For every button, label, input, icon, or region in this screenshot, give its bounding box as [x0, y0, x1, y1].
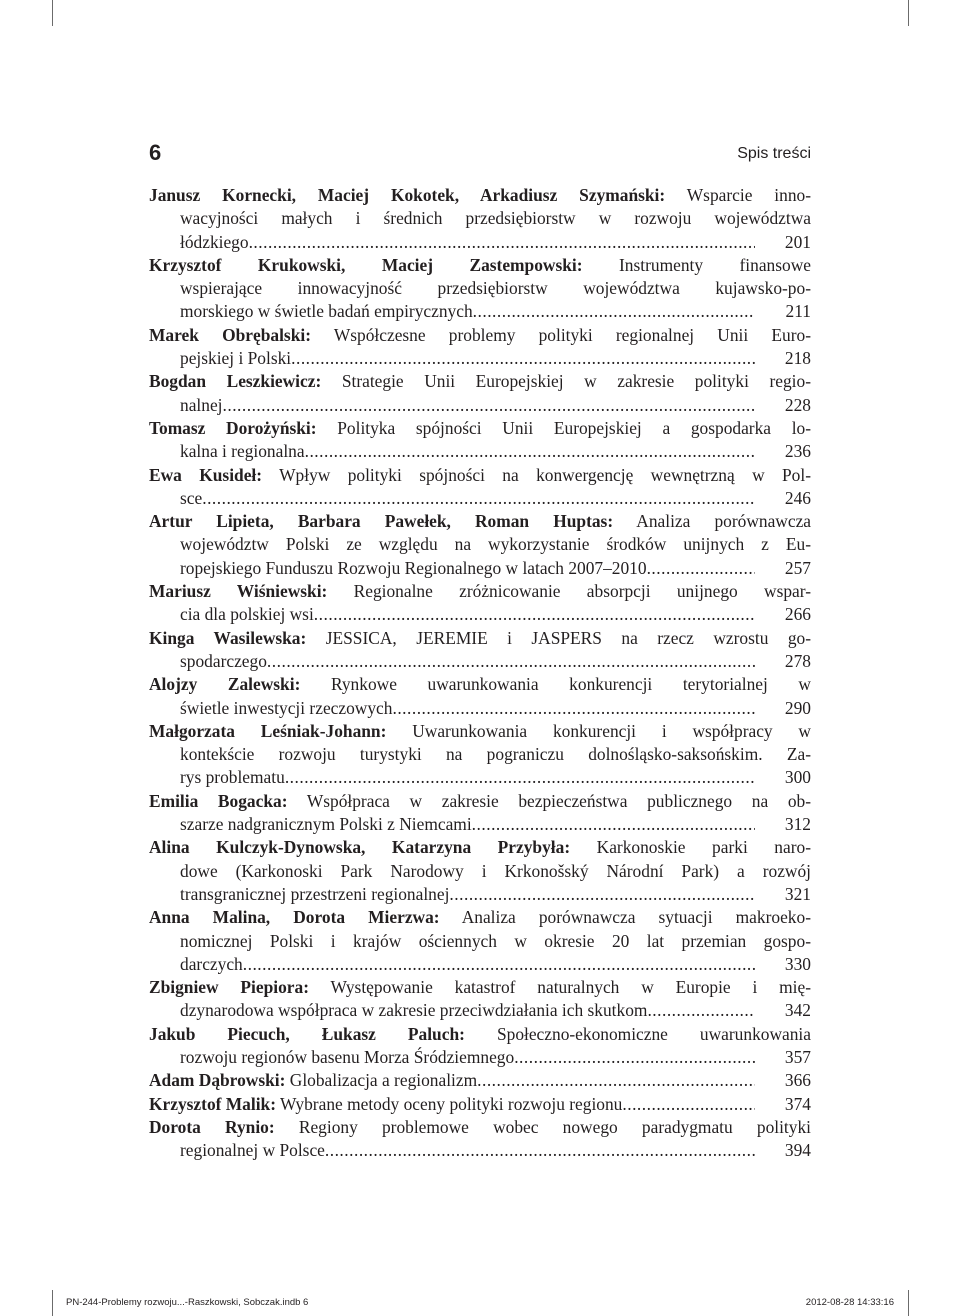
toc-entry-author: Kinga Wasilewska:	[149, 627, 307, 648]
toc-entry-author: Zbigniew Piepiora:	[149, 977, 309, 998]
toc-entry-page: 374	[784, 1093, 811, 1114]
toc-entry-text: Anna Malina, Dorota Mierzwa: Analiza porównawcza sytuacji makroeko-	[149, 907, 811, 928]
toc-entry[interactable]	[149, 720, 811, 790]
toc-entry-line	[149, 510, 811, 533]
toc-entry-text: Alojzy Zalewski: Rynkowe uwarunkowania konkurencji terytorialnej w	[149, 674, 811, 695]
toc-entry[interactable]	[149, 580, 811, 627]
toc-entry[interactable]	[149, 370, 811, 417]
toc-entry[interactable]	[149, 417, 811, 464]
toc-entry-text: Artur Lipieta, Barbara Pawełek, Roman Huptas: Analiza porównawcza	[149, 511, 812, 532]
toc-entry-page: 257	[784, 557, 811, 578]
toc-entry-text: wspierające innowacyjność przedsiębiorstw województwa kujawsko-po-	[180, 278, 811, 299]
toc-entry-author: Małgorzata Leśniak-Johann:	[149, 720, 387, 741]
toc-entry-line	[149, 697, 811, 720]
toc-entry-text: kalna i regionalna	[180, 441, 305, 462]
toc-entry-line	[149, 370, 811, 393]
toc-entry-text: Dorota Rynio: Regiony problemowe wobec nowego paradygmatu polityki	[149, 1116, 811, 1137]
toc-leader-dots	[392, 697, 755, 720]
toc-entry-line	[149, 300, 811, 323]
toc-entry-line	[149, 1139, 811, 1162]
toc-entry-text: dowe (Karkonoski Park Narodowy i Krkonošský Národní Park) a rozwój	[180, 860, 811, 881]
toc-entry[interactable]	[149, 464, 811, 511]
toc-entry-line	[149, 417, 811, 440]
toc-leader-dots	[477, 1069, 755, 1092]
toc-entry-line	[149, 627, 811, 650]
toc-entry[interactable]	[149, 254, 811, 324]
toc-entry[interactable]	[149, 906, 811, 976]
toc-entry[interactable]	[149, 627, 811, 674]
toc-entry-text: Alina Kulczyk-Dynowska, Katarzyna Przybyła: Karkonoskie parki naro-	[149, 837, 811, 858]
toc-entry-text: Marek Obrębalski: Współczesne problemy polityki regionalnej Unii Euro-	[149, 324, 811, 345]
toc-entry-author: Krzysztof Krukowski, Maciej Zastempowski:	[149, 254, 583, 275]
toc-entry-line	[149, 1069, 811, 1092]
toc-entry-line	[149, 277, 811, 300]
toc-entry-author: Tomasz Dorożyński:	[149, 417, 317, 438]
toc-leader-dots	[647, 557, 755, 580]
toc-entry-line	[149, 1046, 811, 1069]
toc-entry-text: województw Polski ze względu na wykorzystanie środków unijnych z Eu-	[180, 534, 811, 555]
toc-entry-line	[149, 347, 811, 370]
toc-entry-line	[149, 860, 811, 883]
toc-entry-text: Adam Dąbrowski: Globalizacja a regionalizm	[149, 1070, 478, 1091]
toc-entry-page: 236	[784, 441, 811, 462]
toc-entry-page: 211	[785, 301, 811, 322]
toc-entry-line	[149, 766, 811, 789]
toc-entry-text: Zbigniew Piepiora: Występowanie katastrof naturalnych w Europie i mię-	[149, 977, 811, 998]
toc-entry-text: rys problematu	[180, 767, 285, 788]
toc-leader-dots	[473, 300, 755, 323]
crop-mark	[908, 1290, 909, 1316]
toc-entry-line	[149, 650, 811, 673]
toc-entry-author: Ewa Kusideł:	[149, 464, 263, 485]
crop-mark	[52, 0, 53, 26]
toc-entry[interactable]	[149, 790, 811, 837]
toc-entry-line	[149, 231, 811, 254]
toc-entry-line	[149, 533, 811, 556]
toc-entry-line	[149, 1023, 811, 1046]
toc-entry-page: 278	[784, 650, 811, 671]
toc-entry-text: Janusz Kornecki, Maciej Kokotek, Arkadiusz Szymański: Wsparcie inno-	[149, 185, 812, 205]
toc-leader-dots	[267, 650, 755, 673]
toc-entry-author: Dorota Rynio:	[149, 1116, 275, 1137]
toc-entry[interactable]	[149, 324, 811, 371]
toc-entry-line	[149, 999, 811, 1022]
toc-leader-dots	[449, 883, 755, 906]
toc-entry[interactable]	[149, 1093, 811, 1116]
toc-leader-dots	[291, 347, 755, 370]
toc-entry-page: 228	[784, 394, 811, 415]
toc-entry-page: 266	[784, 604, 811, 625]
toc-leader-dots	[472, 813, 755, 836]
toc-entry-line	[149, 976, 811, 999]
toc-entry-line	[149, 836, 811, 859]
toc-entry[interactable]	[149, 1023, 811, 1070]
toc-entry-line	[149, 813, 811, 836]
running-head: Spis treści	[737, 145, 811, 162]
toc-entry[interactable]	[149, 184, 811, 254]
toc-entry-text: Małgorzata Leśniak-Johann: Uwarunkowania konkurencji i współpracy w	[149, 720, 811, 741]
toc-entry-line	[149, 603, 811, 626]
toc-entry-author: Alina Kulczyk-Dynowska, Katarzyna Przybyła:	[149, 837, 571, 858]
toc-entry-author: Bogdan Leszkiewicz:	[149, 371, 322, 392]
toc-entry-page: 201	[784, 231, 811, 252]
toc-entry-text: ropejskiego Funduszu Rozwoju Regionalnego w latach 2007–2010	[180, 557, 647, 578]
toc-entry-text: Mariusz Wiśniewski: Regionalne zróżnicowanie absorpcji unijnego wspar-	[149, 581, 811, 602]
toc-entry-text: wacyjności małych i średnich przedsiębiorstw w rozwoju województwa	[180, 208, 811, 229]
print-timestamp: 2012-08-28 14:33:16	[805, 1297, 894, 1308]
toc-entry-page: 300	[784, 767, 811, 788]
toc-entry-line	[149, 580, 811, 603]
toc-entry-line	[149, 464, 811, 487]
crop-mark	[52, 1290, 53, 1316]
toc-leader-dots	[243, 953, 755, 976]
toc-entry-line	[149, 184, 811, 207]
toc-entry[interactable]	[149, 673, 811, 720]
toc-entry-page: 246	[784, 487, 811, 508]
toc-entry-text: spodarczego	[180, 650, 267, 671]
toc-leader-dots	[314, 603, 755, 626]
toc-leader-dots	[622, 1093, 755, 1116]
toc-entry-line	[149, 487, 811, 510]
toc-entry-text: rozwoju regionów basenu Morza Śródziemnego	[180, 1046, 515, 1067]
toc-entry-line	[149, 1116, 811, 1139]
toc-entry-page: 218	[784, 348, 811, 369]
toc-entry-line	[149, 324, 811, 347]
toc-entry-line	[149, 883, 811, 906]
toc-entry-page: 330	[784, 953, 811, 974]
toc-entry-line	[149, 720, 811, 743]
toc-entry-line	[149, 953, 811, 976]
toc-entry-text: morskiego w świetle badań empirycznych	[180, 301, 473, 322]
toc-entry-text: darczych	[180, 953, 243, 974]
toc-entry-page: 342	[784, 1000, 811, 1021]
toc-leader-dots	[325, 1139, 755, 1162]
toc-entry-text: Ewa Kusideł: Wpływ polityki spójności na konwergencję wewnętrzną w Pol-	[149, 464, 811, 485]
toc-entry-page: 366	[784, 1070, 811, 1091]
toc-leader-dots	[647, 999, 755, 1022]
toc-entry-text: Krzysztof Krukowski, Maciej Zastempowski: Instrumenty finansowe	[149, 254, 811, 275]
toc-entry-page: 290	[784, 697, 811, 718]
toc-entry-author: Adam Dąbrowski:	[149, 1070, 286, 1091]
toc-leader-dots	[285, 766, 755, 789]
print-file-label: PN-244-Problemy rozwoju...-Raszkowski, Sobczak.indb 6	[66, 1297, 309, 1308]
toc-entry-author: Alojzy Zalewski:	[149, 674, 301, 695]
toc-entry-text: nomicznej Polski i krajów ościennych w okresie 20 lat przemian gospo-	[180, 930, 811, 951]
toc-entry-text: kontekście rozwoju turystyki na pograniczu dolnośląsko-saksońskim. Za-	[180, 744, 811, 765]
toc-entry-text: świetle inwestycji rzeczowych	[180, 697, 393, 718]
toc-entry-text: Kinga Wasilewska: JESSICA, JEREMIE i JASPERS na rzecz wzrostu go-	[149, 627, 811, 648]
toc-entry-text: nalnej	[180, 394, 223, 415]
page-number: 6	[149, 140, 162, 165]
toc-entry-text: szarze nadgranicznym Polski z Niemcami	[180, 814, 472, 835]
crop-mark	[908, 0, 909, 26]
toc-entry-author: Mariusz Wiśniewski:	[149, 581, 328, 602]
toc-leader-dots	[305, 440, 755, 463]
toc-entry-author: Anna Malina, Dorota Mierzwa:	[149, 907, 440, 928]
toc-leader-dots	[223, 394, 756, 417]
toc-entry-line	[149, 743, 811, 766]
toc-entry-author: Krzysztof Malik:	[149, 1093, 277, 1114]
table-of-contents	[149, 184, 811, 1162]
toc-entry-line	[149, 440, 811, 463]
toc-entry-text: dzynarodowa współpraca w zakresie przeciwdziałania ich skutkom	[180, 1000, 648, 1021]
toc-entry-text: Jakub Piecuch, Łukasz Paluch: Społeczno-ekonomiczne uwarunkowania	[149, 1023, 811, 1044]
toc-entry-author: Marek Obrębalski:	[149, 324, 311, 345]
toc-entry-author: Janusz Kornecki, Maciej Kokotek, Arkadiusz Szymański:	[149, 185, 666, 205]
toc-entry-line	[149, 930, 811, 953]
toc-entry[interactable]	[149, 976, 811, 1023]
toc-entry-text: transgranicznej przestrzeni regionalnej	[180, 883, 450, 904]
toc-entry-text: sce	[180, 487, 203, 508]
toc-entry-line	[149, 673, 811, 696]
toc-entry-line	[149, 394, 811, 417]
toc-entry[interactable]	[149, 836, 811, 906]
toc-leader-dots	[249, 231, 755, 254]
toc-entry-text: regionalnej w Polsce	[180, 1140, 325, 1161]
toc-entry-line	[149, 207, 811, 230]
toc-entry-line	[149, 254, 811, 277]
toc-entry-text: Krzysztof Malik: Wybrane metody oceny polityki rozwoju regionu	[149, 1093, 623, 1114]
toc-entry-page: 394	[784, 1140, 811, 1161]
toc-entry-text: cia dla polskiej wsi	[180, 604, 314, 625]
toc-entry-page: 321	[784, 883, 811, 904]
toc-entry-text: Emilia Bogacka: Współpraca w zakresie bezpieczeństwa publicznego na ob-	[149, 790, 812, 811]
toc-entry-text: łódzkiego	[180, 231, 249, 252]
toc-entry-author: Jakub Piecuch, Łukasz Paluch:	[149, 1023, 465, 1044]
toc-entry-line	[149, 790, 811, 813]
toc-leader-dots	[202, 487, 755, 510]
toc-entry-line	[149, 557, 811, 580]
toc-entry-text: Tomasz Dorożyński: Polityka spójności Unii Europejskiej a gospodarka lo-	[149, 417, 812, 438]
toc-leader-dots	[514, 1046, 755, 1069]
toc-entry-text: Bogdan Leszkiewicz: Strategie Unii Europejskiej w zakresie polityki regio-	[149, 371, 811, 392]
toc-entry-page: 312	[784, 814, 811, 835]
toc-entry-line	[149, 1093, 811, 1116]
toc-entry-author: Emilia Bogacka:	[149, 790, 288, 811]
toc-entry[interactable]	[149, 1116, 811, 1163]
toc-entry-text: pejskiej i Polski	[180, 348, 292, 369]
toc-entry[interactable]	[149, 1069, 811, 1092]
toc-entry-line	[149, 906, 811, 929]
toc-entry-author: Artur Lipieta, Barbara Pawełek, Roman Huptas:	[149, 511, 614, 532]
toc-entry-page: 357	[784, 1046, 811, 1067]
toc-entry[interactable]	[149, 510, 811, 580]
